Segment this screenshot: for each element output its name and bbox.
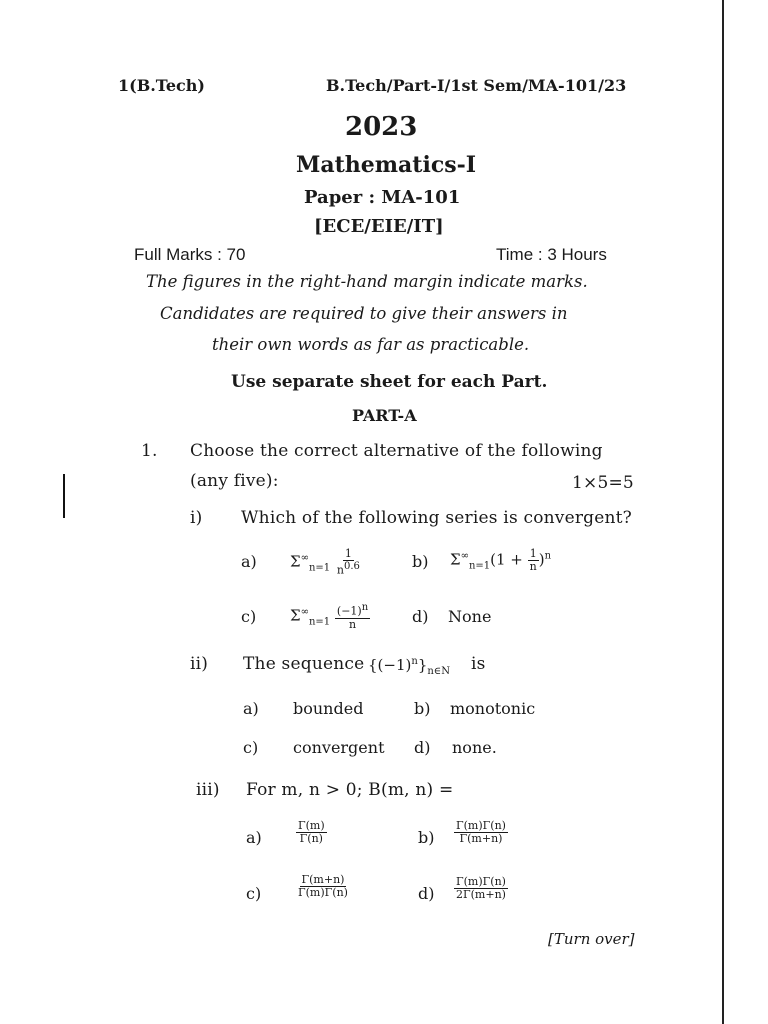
exam-time: Time : 3 Hours <box>496 245 607 264</box>
instruction-line-1: The figures in the right-hand margin indicate marks. <box>146 272 588 291</box>
header-right-code: B.Tech/Part-I/1st Sem/MA-101/23 <box>326 76 627 95</box>
sub-question-iii-label: iii) <box>196 780 220 800</box>
option-iii-d-formula: $\frac{\Gamma(m)\Gamma(n)}{2\Gamma(m+n)}$ <box>456 875 506 902</box>
sub-question-ii-text-prefix: The sequence <box>243 654 365 674</box>
option-i-d-text: None <box>448 607 492 626</box>
option-ii-a-label: a) <box>243 699 259 718</box>
sub-question-ii-label: ii) <box>190 654 209 674</box>
option-i-b-formula: $\Sigma^\infty_{n=1}(1$ + $\frac{1}{n}$ )$^n$ <box>450 547 552 574</box>
option-iii-c-label: c) <box>246 884 262 903</box>
separate-sheet-instruction: Use separate sheet for each Part. <box>231 372 548 392</box>
full-marks: Full Marks : 70 <box>134 245 246 264</box>
option-iii-b-label: b) <box>418 828 435 847</box>
option-i-b-label: b) <box>412 552 429 571</box>
instruction-line-3: their own words as far as practicable. <box>212 335 530 354</box>
page-edge-line <box>722 0 724 1024</box>
option-ii-b-text: monotonic <box>450 699 536 718</box>
option-i-a-formula: $\Sigma^\infty_{n=1}$ $\frac{1}{n^{0.6}}$ <box>290 547 360 577</box>
sub-question-ii-text-suffix: is <box>471 654 486 674</box>
part-title: PART-A <box>352 406 417 425</box>
option-ii-c-label: c) <box>243 738 259 757</box>
option-iii-c-formula: $\frac{\Gamma(m+n)}{\Gamma(m)\Gamma(n)}$ <box>298 873 348 900</box>
question-number: 1. <box>141 441 158 461</box>
exam-year: 2023 <box>345 112 418 142</box>
paper-code: Paper : MA-101 <box>304 187 461 208</box>
question-text-line-1: Choose the correct alternative of the following <box>190 441 603 461</box>
turn-over-note: [Turn over] <box>548 930 635 948</box>
instruction-line-2: Candidates are required to give their answers in <box>160 304 568 323</box>
header-left-code: 1(B.Tech) <box>118 76 205 95</box>
option-ii-d-text: none. <box>452 738 497 757</box>
option-ii-a-text: bounded <box>293 699 364 718</box>
subject-title: Mathematics-I <box>296 152 477 178</box>
sub-question-i-text: Which of the following series is convergent? <box>241 508 633 528</box>
option-iii-a-formula: $\frac{\Gamma(m)}{\Gamma(n)}$ <box>298 819 325 846</box>
sub-question-iii-text: For m, n > 0; B(m, n) = <box>246 780 454 800</box>
sub-question-i-label: i) <box>190 508 203 528</box>
branch-list: [ECE/EIE/IT] <box>314 216 444 237</box>
option-iii-b-formula: $\frac{\Gamma(m)\Gamma(n)}{\Gamma(m+n)}$ <box>456 819 506 846</box>
option-i-c-formula: $\Sigma^\infty_{n=1}$ $\frac{(-1)^n}{n}$ <box>290 602 369 631</box>
option-iii-a-label: a) <box>246 828 262 847</box>
option-ii-d-label: d) <box>414 738 431 757</box>
margin-stroke <box>63 474 65 518</box>
option-ii-b-label: b) <box>414 699 431 718</box>
option-i-d-label: d) <box>412 607 429 626</box>
option-iii-d-label: d) <box>418 884 435 903</box>
option-i-a-label: a) <box>241 552 257 571</box>
question-text-line-2: (any five): <box>190 471 279 491</box>
option-ii-c-text: convergent <box>293 738 385 757</box>
option-i-c-label: c) <box>241 607 257 626</box>
question-marks: 1×5=5 <box>572 473 634 493</box>
sequence-formula: $\{(-1)^n\}_{n\in N}$ <box>368 656 450 677</box>
